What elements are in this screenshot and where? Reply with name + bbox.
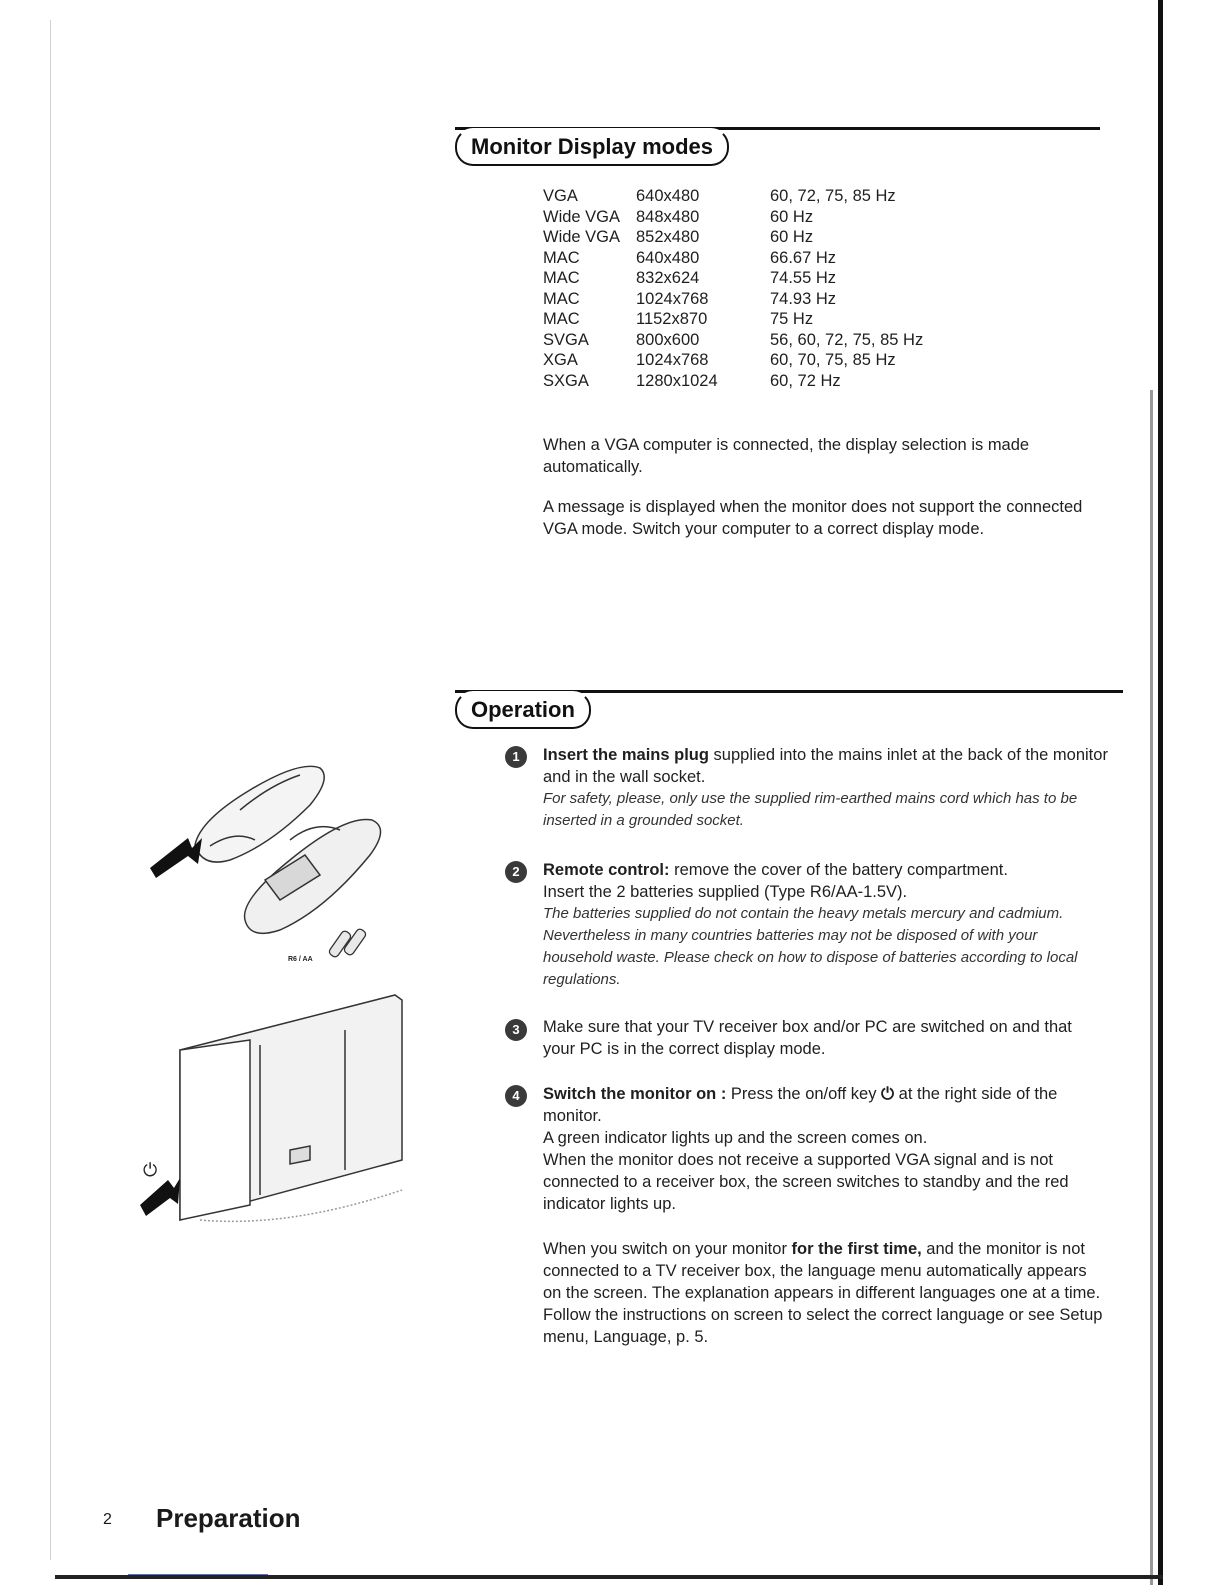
table-row: VGA 640x480 60, 72, 75, 85 Hz xyxy=(543,187,896,205)
table-row: SVGA 800x600 56, 60, 72, 75, 85 Hz xyxy=(543,330,924,349)
table-row: MAC 640x480 66.67 Hz xyxy=(543,248,837,267)
power-key-icon: ⏻ xyxy=(881,1085,895,1103)
table-row: MAC 1024x768 74.93 Hz xyxy=(543,289,837,308)
remote-control-illustration xyxy=(140,750,430,980)
section-title-operation: Operation xyxy=(455,691,591,729)
step-3-icon: 3 xyxy=(505,1019,527,1041)
step-2: Remote control: remove the cover of the battery compartment. Insert the 2 batteries supplied (Type R6/AA-1.5V). The batteries supplied do not contain the heavy metals mercury and cadmium. Nevertheless in many countries batteries may not be disposed of with your household waste. Please check on how to dispose of batteries according to local regulations. xyxy=(543,861,1078,988)
table-row: MAC 832x624 74.55 Hz xyxy=(543,269,837,287)
scan-underline xyxy=(128,1574,268,1575)
scan-edge-bottom xyxy=(55,1575,1163,1579)
page-number: 2 xyxy=(103,1511,112,1528)
step-4: Switch the monitor on : Press the on/off key ⏻ at the right side of the monitor. A green indicator lights up and the screen comes on. When the monitor does not receive a supported VGA signal and is not connected to a receiver box, the screen switches to standby and the red indicator lights up. xyxy=(543,1085,1069,1213)
table-row: XGA 1024x768 60, 70, 75, 85 Hz xyxy=(543,351,896,369)
monitor-icon xyxy=(180,995,402,1221)
step-1: Insert the mains plug supplied into the mains inlet at the back of the monitor and in the wall socket. For safety, please, only use the supplied rim-earthed mains cord which has to be inserted in a grounded socket. xyxy=(543,746,1108,829)
power-arrow-icon xyxy=(140,1178,180,1216)
batteries-icon xyxy=(328,928,367,959)
display-modes-table xyxy=(543,186,970,391)
table-row: Wide VGA 852x480 60 Hz xyxy=(543,228,814,246)
scan-edge-left xyxy=(50,20,51,1560)
monitor-back-illustration xyxy=(140,990,425,1240)
scan-edge-right xyxy=(1158,0,1163,1585)
footer-section-title: Preparation xyxy=(156,1503,301,1533)
power-symbol-icon: ⏻ xyxy=(143,1160,158,1180)
note-unsupported-mode: A message is displayed when the monitor does not support the connected VGA mode. Switch your computer to a correct display mode. xyxy=(543,498,1083,538)
scan-edge-right-shadow xyxy=(1150,390,1153,1585)
section-title-monitor-display-modes: Monitor Display modes xyxy=(455,128,729,166)
step-1-icon: 1 xyxy=(505,746,527,768)
table-row: Wide VGA 848x480 60 Hz xyxy=(543,207,814,226)
battery-type-label: R6 / AA xyxy=(288,956,313,963)
note-auto-selection: When a VGA computer is connected, the display selection is made automatically. xyxy=(543,436,1030,476)
table-row: MAC 1152x870 75 Hz xyxy=(543,310,814,328)
step-4-icon: 4 xyxy=(505,1085,527,1107)
step-2-icon: 2 xyxy=(505,861,527,883)
step-3: Make sure that your TV receiver box and/or PC are switched on and that your PC is in the correct display mode. xyxy=(543,1018,1072,1058)
first-time-paragraph: When you switch on your monitor for the first time, and the monitor is not connected to a TV receiver box, the language menu automatically appears on the screen. The explanation appears in different languages one at a time. Follow the instructions on screen to select the correct language or see Setup menu, Language, p. 5. xyxy=(543,1240,1103,1346)
insert-arrow-icon xyxy=(150,838,202,878)
table-row: SXGA 1280x1024 60, 72 Hz xyxy=(543,371,841,390)
